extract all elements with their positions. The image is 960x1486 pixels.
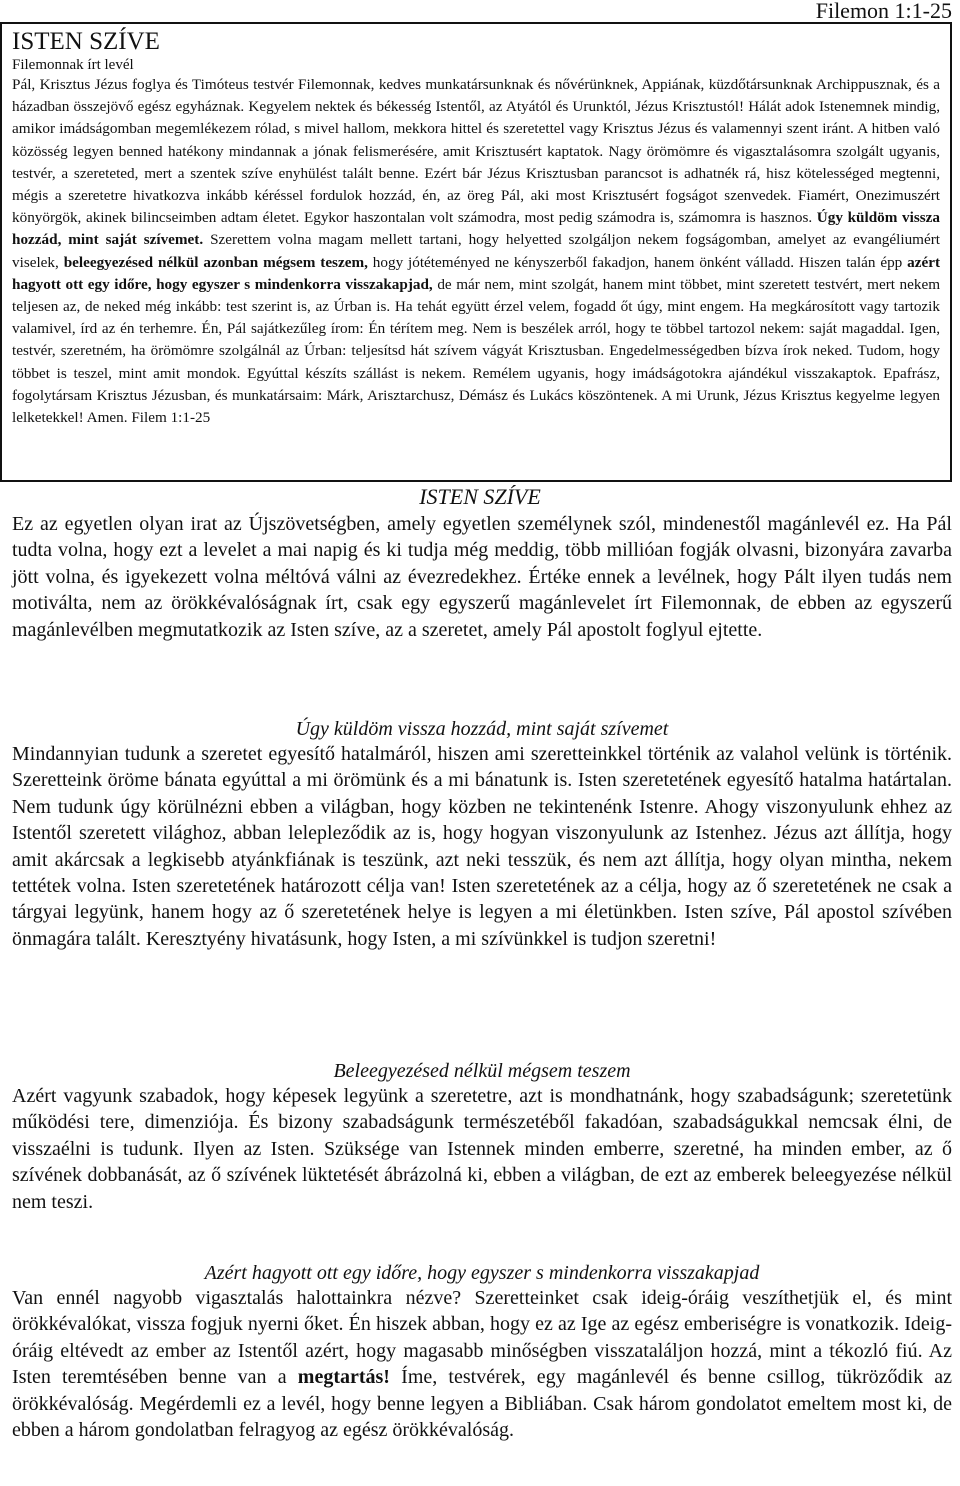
section-3-text: Íme, testvérek, egy magánlevél és benne csillog, tükröződik az örökkévalóság. Megérdemli ez a levél, hogy benne legyen a Bibliában. Csak három gondolatot emeltem most ki, de ebben a három gondolatban felragyog az egész örökkévalóság.	[12, 1366, 953, 1442]
section-3-text: Van ennél nagyobb vigasztalás halottainkra nézve? Szeretteinket csak ideig-óráig veszíthetjük el, és mint örökkévalókat, vissza fogjuk nyerni őket. Én hiszek abban, hogy ez az Ige az egész emberiségre is vonatkozik. Ideig-óráig eltévedt az ember az Istentől azért, hogy magasabb minőségben visszataláljon hozzá, mint a tékozló fiú. Az Isten teremtésében benne van a	[12, 1287, 952, 1389]
intro-section	[12, 511, 952, 643]
scripture-text-part: de már nem, mint szolgát, hanem mint többet, mint szeretett testvért, mert nekem teljesen az, de neked még inkább: test szerint is, az Úrban is. Ha tehát együtt érzel velem, fogadd őt úgy, mint engem. Ha megkárosított vagy tartozik valamivel, írd az én terhemre. Én, Pál sajátkezűleg írom: Én térítem meg. Nem is beszélek arról, hogy te többel tartozol nekem: saját magaddal. Igen, testvér, szeretném, ha örömömre szolgálnál az Úrban: teljesítsd hát szívem vágyát Krisztusban. Engedelmességedben bízva írok neked. Tudom, hogy többet is teszel, mint amit mondok. Egyúttal készíts szállást is nekem. Remélem ugyanis, hogy imádságotokra ajándékul visszakaptok. Epafrász, fogolytársam Krisztus Jézusban, és munkatársaim: Márk, Arisztarchusz, Démász és Lukács köszöntenek. A mi Urunk, Jézus Krisztus kegyelme legyen lelketekkel! Amen. Filem 1:1-25	[12, 275, 941, 427]
scripture-highlight: Úgy küldöm vissza hozzád, mint saját szívemet.	[12, 209, 940, 249]
sermon-title: ISTEN SZÍVE	[419, 484, 541, 509]
scripture-box	[0, 22, 952, 482]
section-3	[12, 1261, 952, 1443]
scripture-text-part: hogy jótéteményed ne kényszerből fakadjon, hanem önként válladd. Hiszen talán épp	[372, 253, 903, 271]
scripture-text	[12, 74, 940, 429]
section-3-bold-word: megtartás!	[297, 1366, 390, 1389]
section-1-paragraph: Mindannyian tudunk a szeretet egyesítő hatalmáról, hiszen ami szeretteinkkel történik az valahol velünk is történik. Szeretteink öröme bánata egyúttal a mi örömünk és a mi bánatunk is. Isten szeretetének egyesítő hatalma határtalan. Nem tudunk úgy körülnézni ebben a világban, hogy közben ne tekintenénk Istenre. Ahogy viszonyulunk ehhez az Istentől szeretett világhoz, abban lelepleződik az is, hogy hogyan viszonyulunk az Istenhez. Jézus azt állítja, hogy amit akárcsak a legkisebb atyánkfiának is teszünk, azt neki tesszük, és nem azt állítja, hogy olyan mintha, nekem tettétek volna. Isten szeretetének határozott célja van! Isten szeretetének az a célja, hogy az ő szeretetének ne csak a tárgyai legyünk, hanem hogy az ő szeretetének helye is legyen a mi életünkben. Isten szíve, Pál apostol szívében önmagára talált. Keresztyény hivatásunk, hogy Isten, a mi szívünkkel is tudjon szeretni!	[12, 743, 952, 950]
scripture-text-part: Szerettem volna magam mellett tartani, hogy helyetted szolgáljon nekem fogságomban, amelyet az evangéliumért viselek,	[12, 231, 940, 271]
section-3-paragraph	[12, 1285, 952, 1443]
section-1-title: Úgy küldöm vissza hozzád, mint saját szívemet	[295, 718, 669, 740]
section-2	[12, 1059, 952, 1215]
section-1	[12, 717, 952, 952]
scripture-highlight: azért hagyott ott egy időre, hogy egyszer s mindenkorra visszakapjad,	[12, 253, 941, 293]
scripture-reference: Filemon 1:1-25	[815, 0, 952, 23]
section-2-title: Beleegyezésed nélkül mégsem teszem	[333, 1060, 631, 1082]
scripture-text-part: Pál, Krisztus Jézus foglya és Timóteus testvér Filemonnak, kedves munkatársunknak és nővérünknek, Appiának, küzdőtársunknak Archippusznak, és a házadban összejövő egész egyháznak. Kegyelem nektek és békesség Istentől, az Atyától és Urunktól, Jézus Krisztustól! Hálát adok Istenemnek mindig, amikor imádságomban megemlékezem rólad, s mivel hallom, mekkora hittel és szeretettel vagy Krisztus Jézus és valamennyi szent iránt. A hitben való közösség legyen benned hatékony mindannak a jónak felismerésére, amit Krisztusért kaptatok. Nagy örömömre és vigasztalásomra szolgált ugyanis, testvér, a szereteted, mert a szentek szíve enyhülést talált benne. Ezért bár Jézus Krisztusban parancsot is adhatnék rá, hisz kötelességed megtenni, mégis a szeretetre hivatkozva inkább kéréssel fordulok hozzád, én, az öreg Pál, aki most Krisztusért fogságot szenvedek. Fiamért, Onezimuszért könyörgök, akinek bilincseimben adtam életet. Egykor haszontalan volt számodra, most pedig számodra is, számomra is hasznos.	[12, 76, 940, 227]
scripture-box-title: ISTEN SZÍVE	[12, 28, 160, 55]
scripture-highlight: beleegyezésed nélkül azonban mégsem teszem,	[63, 253, 368, 271]
section-2-paragraph: Azért vagyunk szabadok, hogy képesek legyünk a szeretetre, azt is mondhatnánk, hogy szabadságunk; szeretetünk működési tere, dimenziója. És bizony szabadságunk természetéből fakadóan, szabadságukkal nemcsak élni, de visszaélni is tudunk. Ilyen az Isten. Szüksége van Istennek minden emberre, szeretné, ha minden ember, az ő szívének dobbanását, az ő szívének lüktetését ábrázolná ki, ebben a világban, de ezt az emberek beleegyezése nélkül nem teszi.	[12, 1085, 952, 1213]
scripture-box-subtitle: Filemonnak írt levél	[12, 57, 134, 73]
section-3-title: Azért hagyott ott egy időre, hogy egyszer s mindenkorra visszakapjad	[204, 1262, 760, 1284]
intro-paragraph: Ez az egyetlen olyan irat az Újszövetségben, amely egyetlen személynek szól, mindenestől magánlevél ez. Ha Pál tudta volna, hogy ezt a levelet a mai napig és ki tudja még meddig, több millióan fogják olvasni, bizonyára zavarba jött volna, és igyekezett volna méltóvá válni az évezredekhez. Értéke ennek a levélnek, hogy Pált ilyen tudás nem motiválta, nem az örökkévalóságnak írt, csak egy egyszerű magánlevelet írt Filemonnak, de ebben az egyszerű magánlevélben megmutatkozik az Isten szíve, az a szeretet, amely Pál apostolt foglyul ejtette.	[12, 513, 952, 641]
